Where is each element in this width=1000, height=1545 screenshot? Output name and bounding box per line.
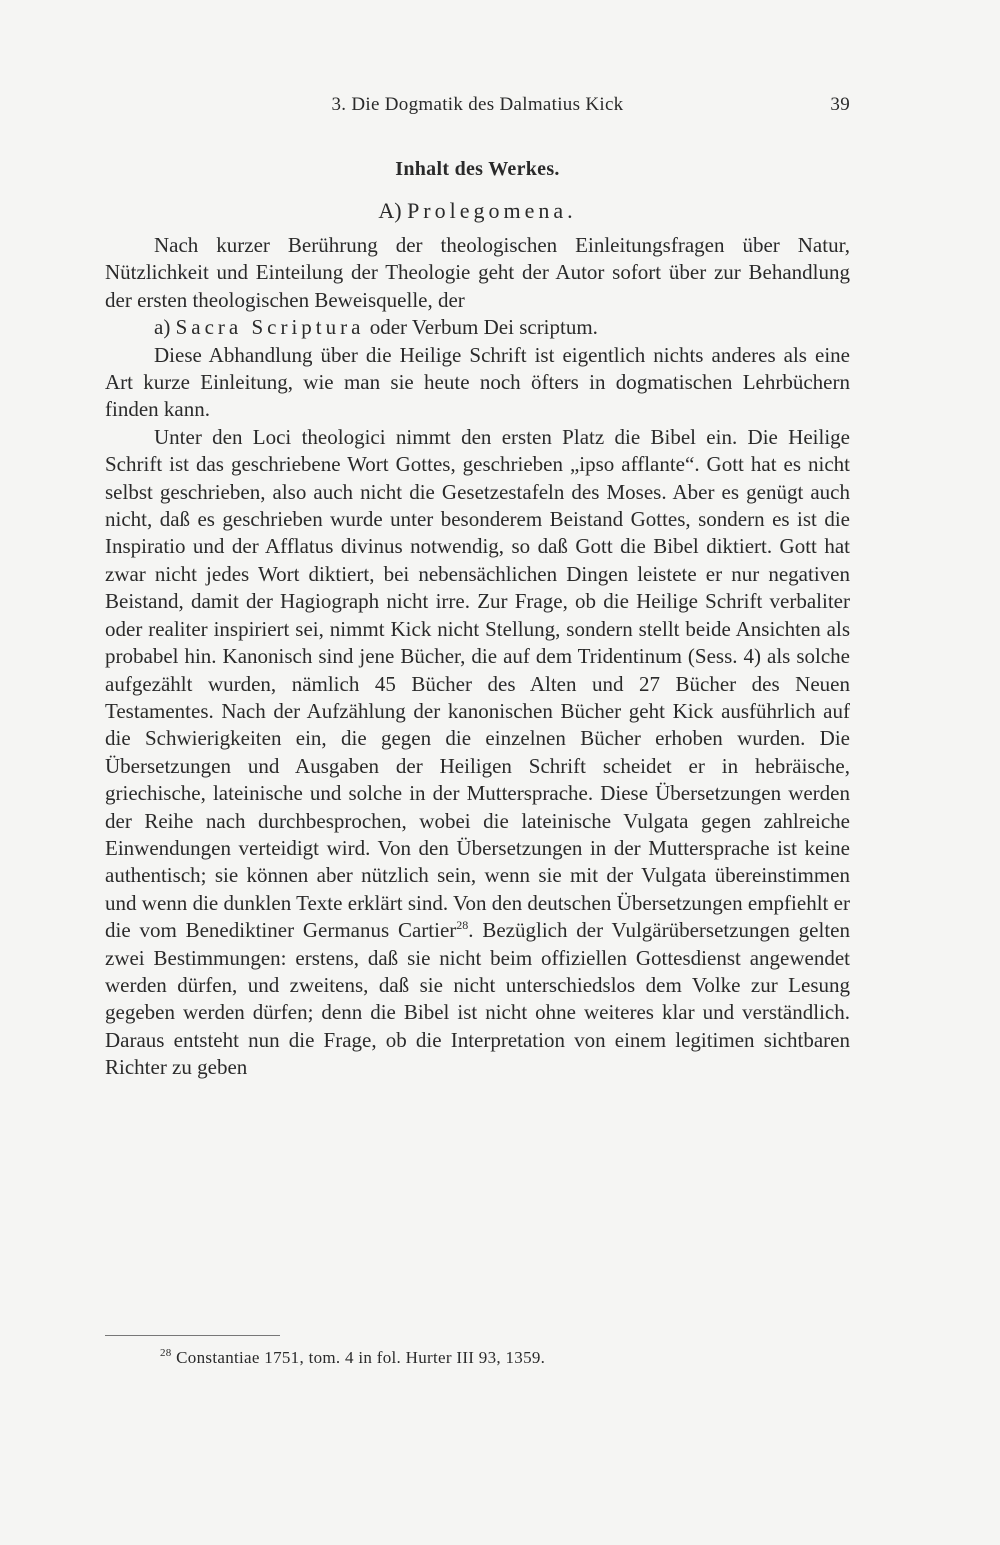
footnote	[160, 1348, 850, 1368]
footnote-marker: 28	[160, 1347, 172, 1359]
subitem-spaced-title: Sacra Scriptura	[175, 315, 365, 340]
paragraph-intro: Nach kurzer Berührung der theologischen Einleitungsfragen über Natur, Nützlichkeit und Einteilung der Theologie geht der Autor sofort über zur Behandlung der ersten theologischen Beweisquelle, der	[105, 233, 850, 312]
page-number: 39	[830, 94, 850, 115]
subitem-rest: oder Verbum Dei scriptum.	[369, 315, 598, 340]
subsection-marker: A)	[378, 198, 402, 223]
running-head-title: 3. Die Dogmatik des Dalmatius Kick	[331, 94, 624, 115]
section-heading: Inhalt des Werkes.	[395, 158, 560, 180]
body-text	[105, 232, 850, 1082]
running-head	[105, 94, 850, 124]
paragraph-subitem	[105, 314, 850, 341]
footnote-divider	[105, 1335, 280, 1336]
footnote-text: Constantiae 1751, tom. 4 in fol. Hurter III 93, 1359.	[176, 1348, 546, 1367]
paragraph-loci	[105, 424, 850, 1082]
paragraph-loci-part1: Unter den Loci theologici nimmt den ersten Platz die Bibel ein. Die Heilige Schrift ist das geschriebene Wort Gottes, geschrieben „ipso afflante“. Gott hat es nicht selbst geschrieben, also auch nicht die Gesetzestafeln des Moses. Aber es genügt auch nicht, daß es geschrieben wurde unter besonderem Beistand Gottes, sondern es ist die Inspiratio und der Afflatus divinus notwendig, so daß Gott die Bibel diktiert. Gott hat zwar nicht jedes Wort diktiert, bei nebensächlichen Dingen leistete er nur negativen Beistand, damit der Hagiograph nicht irre. Zur Frage, ob die Heilige Schrift verbaliter oder realiter inspiriert sei, nimmt Kick nicht Stellung, sondern stellt beide Ansichten als probabel hin. Kanonisch sind jene Bücher, die auf dem Tridentinum (Sess. 4) als solche aufgezählt wurden, nämlich 45 Bücher des Alten und 27 Bücher des Neuen Testamentes. Nach der Aufzählung der kanonischen Bücher geht Kick ausführlich auf die Schwierigkeiten ein, die gegen die einzelnen Bücher erhoben wurden. Die Übersetzungen und Ausgaben der Heiligen Schrift scheidet er in hebräische, griechische, lateinische und solche in der Muttersprache. Diese Übersetzungen werden der Reihe nach durchbesprochen, wobei die lateinische Vulgata gegen zahlreiche Einwendungen verteidigt wird. Von den Übersetzungen in der Muttersprache ist keine authentisch; sie können aber nützlich sein, wenn sie mit der Vulgata übereinstimmen und wenn die dunklen Texte erklärt sind. Von den deutschen Übersetzungen empfiehlt er die vom Benediktiner Germanus Cartier	[105, 424, 850, 943]
subitem-marker: a)	[154, 315, 171, 340]
paragraph-loci-part2: . Bezüglich der Vulgärübersetzungen gelten zwei Bestimmungen: erstens, daß sie nicht beim offiziellen Gottesdienst angewendet werden dürfen, und zweitens, daß sie nicht unterschiedslos dem Volke zur Lesung gegeben werden dürfen; denn die Bibel ist nicht ohne weiteres klar und verständlich. Daraus entsteht nun die Frage, ob die Interpretation von einem legitimen sichtbaren Richter zu geben	[105, 918, 850, 1080]
paragraph-einleitung: Diese Abhandlung über die Heilige Schrift ist eigentlich nichts anderes als eine Art kurze Einleitung, wie man sie heute noch öfters in dogmatischen Lehrbüchern finden kann.	[105, 342, 850, 422]
footnote-reference: 28	[456, 918, 469, 933]
subsection-title: Prolegomena.	[407, 198, 577, 223]
subsection-heading	[105, 198, 850, 224]
